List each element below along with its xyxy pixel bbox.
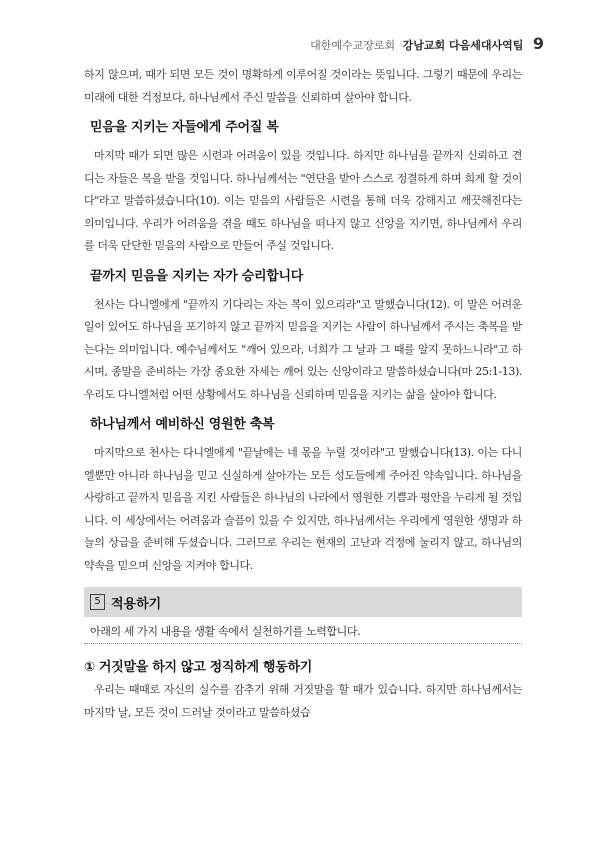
page-number: 9 bbox=[532, 34, 544, 53]
page-content bbox=[84, 64, 522, 724]
apply-number-badge: 5 bbox=[90, 594, 105, 610]
header-dept: 강남교회 다음세대사역팀 bbox=[402, 39, 524, 52]
section-paragraph-blessing: 마지막 때가 되면 많은 시련과 어려움이 있을 것입니다. 하지만 하나님을 끝까지 신뢰하고 견디는 자들은 복을 받을 것입니다. 하나님께서는 "연단을 받아 스스로 정결하게 하며 희게 할 것이다"라고 말씀하셨습니다(10). 이는 믿음의 사람들은 시련을 통해 더욱 강해지고 깨끗해진다는 의미입니다. 우리가 어려움을 겪을 때도 하나님을 떠나지 않고 신앙을 지키면, 하나님께서 우리를 더욱 단단한 믿음의 사람으로 만들어 주실 것입니다. bbox=[84, 149, 522, 252]
apply-section bbox=[84, 587, 522, 644]
header-org: 대한예수교장로회 bbox=[310, 39, 396, 52]
section-heading-eternal: 하나님께서 예비하신 영원한 축복 bbox=[90, 417, 275, 432]
apply-description: 아래의 세 가지 내용을 생활 속에서 실천하기를 노력합니다. bbox=[84, 617, 522, 644]
action-heading-honesty: ① 거짓말을 하지 않고 정직하게 행동하기 bbox=[84, 660, 312, 675]
action-paragraph-honesty: 우리는 때때로 자신의 실수를 감추기 위해 거짓말을 할 때가 있습니다. 하지만 하나님께서는 마지막 날, 모든 것이 드러날 것이라고 말씀하셨습 bbox=[84, 683, 522, 719]
apply-title-bar bbox=[84, 587, 522, 617]
section-paragraph-eternal: 마지막으로 천사는 다니엘에게 "끝날에는 네 몫을 누릴 것이라"고 말했습니다(13). 이는 다니엘뿐만 아니라 하나님을 믿고 신실하게 살아가는 모든 성도들에게 주어진 약속입니다. 하나님을 사랑하고 끝까지 믿음을 지킨 사람들은 하나님의 나라에서 영원한 기쁨과 평안을 누리게 될 것입니다. 이 세상에서는 어려움과 슬픔이 있을 수 있지만, 하나님께서는 우리에게 영원한 생명과 하늘의 상급을 준비해 두셨습니다. 그러므로 우리는 현재의 고난과 걱정에 눌리지 않고, 하나님의 약속을 믿으며 신앙을 지켜야 합니다. bbox=[84, 446, 522, 572]
section-heading-blessing: 믿음을 지키는 자들에게 주어질 복 bbox=[90, 120, 279, 135]
section-heading-victory: 끝까지 믿음을 지키는 자가 승리합니다 bbox=[90, 268, 304, 284]
intro-paragraph: 하지 않으며, 때가 되면 모든 것이 명확하게 이루어질 것이라는 뜻입니다. 그렇기 때문에 우리는 미래에 대한 걱정보다, 하나님께서 주신 말씀을 신뢰하며 살아야 합니다. bbox=[84, 68, 522, 104]
apply-title: 적용하기 bbox=[111, 596, 162, 612]
section-paragraph-victory: 천사는 다니엘에게 "끝까지 기다리는 자는 복이 있으리라"고 말했습니다(12). 이 말은 어려운 일이 있어도 하나님을 포기하지 않고 끝까지 믿음을 지키는 사람이 하나님께서 주시는 축복을 받는다는 의미입니다. 예수님께서도 "깨어 있으라, 너희가 그 날과 그 때를 알지 못하느니라"고 하시며, 종말을 준비하는 가장 중요한 자세는 깨어 있는 신앙이라고 말씀하셨습니다(마 25:1-13). 우리도 다니엘처럼 어떤 상황에서도 하나님을 신뢰하며 믿음을 지키는 삶을 살아야 합니다. bbox=[84, 297, 522, 401]
running-header bbox=[310, 34, 544, 53]
